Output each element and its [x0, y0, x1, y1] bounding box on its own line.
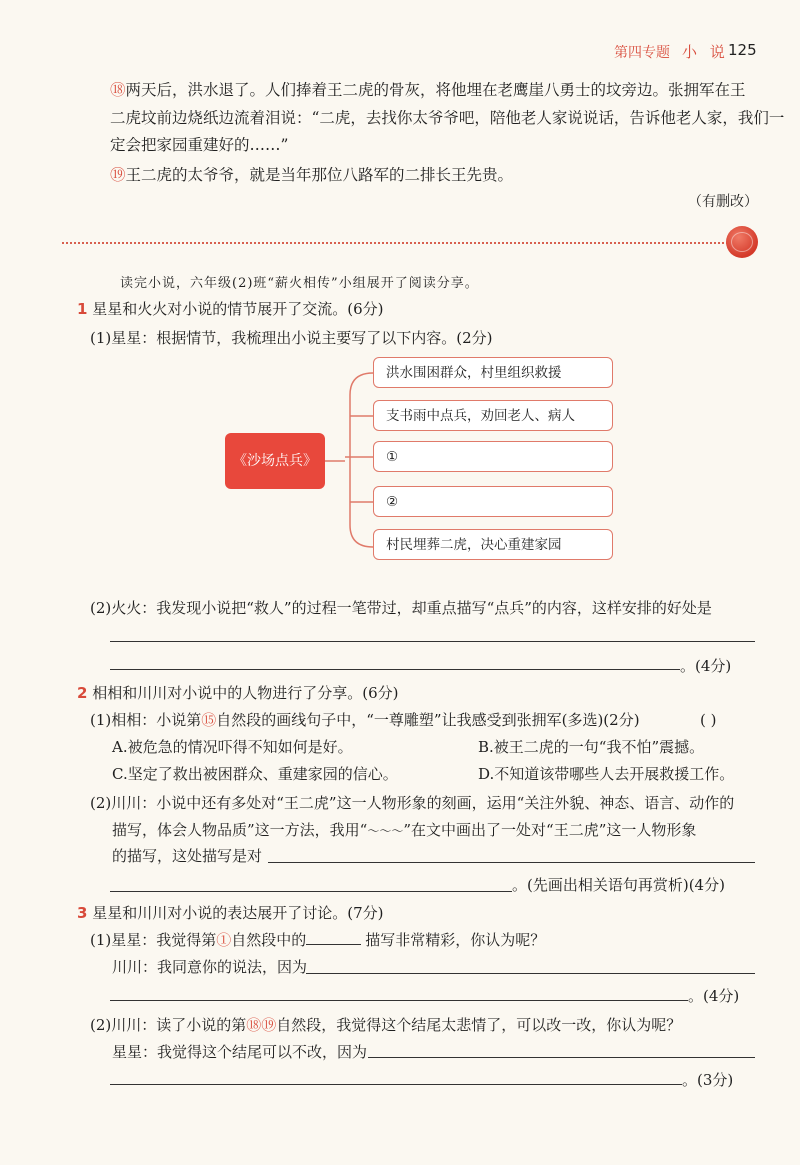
question-2-sub2-line3: 的描写，这处描写是对 — [112, 847, 263, 865]
question-2-sub2-line2: 描写，体会人物品质”这一方法，我用“～～～”在文中画出了一处对“王二虎”这一人物形象 — [112, 821, 697, 839]
chapter-title: 小 说 — [682, 43, 729, 61]
option-d[interactable]: D.不知道该带哪些人去开展救援工作。 — [478, 765, 735, 783]
mindmap-blank-1[interactable]: ① — [373, 441, 613, 472]
paragraph-18: ⑱两天后，洪水退了。人们捧着王二虎的骨灰，将他埋在老鹰崖八勇士的坟旁边。张拥军在王 — [110, 81, 746, 99]
mindmap-item: 洪水围困群众，村里组织救援 — [373, 357, 613, 388]
mindmap-item: 村民埋葬二虎，决心重建家园 — [373, 529, 613, 560]
score-note: 。(4分) — [680, 657, 732, 675]
question-3-title: 3 星星和川川对小说的表达展开了讨论。(7分) — [77, 904, 384, 922]
answer-line[interactable] — [110, 641, 755, 642]
answer-line[interactable] — [110, 1084, 682, 1085]
choice-paren[interactable]: ( ) — [700, 711, 717, 729]
paragraph-18-line3: 定会把家园重建好的……” — [110, 136, 289, 154]
option-b[interactable]: B.被王二虎的一句“我不怕”震撼。 — [478, 738, 705, 756]
answer-line[interactable] — [110, 1000, 688, 1001]
question-2-sub1: (1)相相：小说第⑮自然段的画线句子中，“一尊雕塑”让我感受到张拥军(多选)(2分) — [90, 711, 640, 729]
answer-line[interactable] — [268, 862, 755, 863]
question-1-title: 1 星星和火火对小说的情节展开了交流。(6分) — [77, 300, 384, 318]
question-2-title: 2 相相和川川对小说中的人物进行了分享。(6分) — [77, 684, 399, 702]
paragraph-number: ⑲ — [110, 166, 126, 184]
mindmap-center: 《沙场点兵》 — [225, 433, 325, 489]
question-1-sub2: (2)火火：我发现小说把“救人”的过程一笔带过，却重点描写“点兵”的内容，这样安排的好处是 — [90, 599, 712, 617]
question-1-sub1: (1)星星：根据情节，我梳理出小说主要写了以下内容。(2分) — [90, 329, 493, 347]
section-label: 第四专题 — [614, 45, 670, 61]
answer-line[interactable] — [110, 669, 680, 670]
paragraph-19: ⑲王二虎的太爷爷，就是当年那位八路军的二排长王先贵。 — [110, 166, 514, 184]
mindmap-item: 支书雨中点兵，劝回老人、病人 — [373, 400, 613, 431]
question-3-sub1: (1)星星：我觉得第①自然段中的 描写非常精彩，你认为呢？ — [90, 931, 546, 949]
question-2-sub2: (2)川川：小说中还有多处对“王二虎”这一人物形象的刻画，运用“关注外貌、神态、语言、动作的 — [90, 794, 735, 812]
answer-line[interactable] — [306, 973, 755, 974]
paragraph-number: ⑱ — [110, 81, 126, 99]
score-note: 。(3分) — [682, 1071, 734, 1089]
score-note: 。(先画出相关语句再赏析)(4分) — [512, 876, 725, 894]
question-3-reply2: 星星：我觉得这个结尾可以不改，因为 — [112, 1043, 368, 1061]
intro-text: 读完小说，六年级(2)班“薪火相传”小组展开了阅读分享。 — [120, 276, 479, 291]
score-note: 。(4分) — [688, 987, 740, 1005]
option-a[interactable]: A.被危急的情况吓得不知如何是好。 — [112, 738, 353, 756]
answer-line[interactable] — [368, 1057, 755, 1058]
blank-input[interactable] — [306, 930, 361, 945]
page-number: 125 — [728, 41, 757, 59]
edit-note: （有删改） — [688, 194, 758, 210]
mindmap-blank-2[interactable]: ② — [373, 486, 613, 517]
paragraph-18-line2: 二虎坟前边烧纸边流着泪说：“二虎，去找你太爷爷吧，陪他老人家说说话，告诉他老人家，我们一 — [110, 109, 785, 127]
option-c[interactable]: C.坚定了救出被困群众、重建家园的信心。 — [112, 765, 398, 783]
question-3-reply1: 川川：我同意你的说法，因为 — [112, 958, 308, 976]
answer-line[interactable] — [110, 891, 512, 892]
question-3-sub2: (2)川川：读了小说的第⑱⑲自然段，我觉得这个结尾太悲情了，可以改一改，你认为呢？ — [90, 1016, 682, 1034]
wavy-mark: ～～～ — [367, 824, 404, 838]
